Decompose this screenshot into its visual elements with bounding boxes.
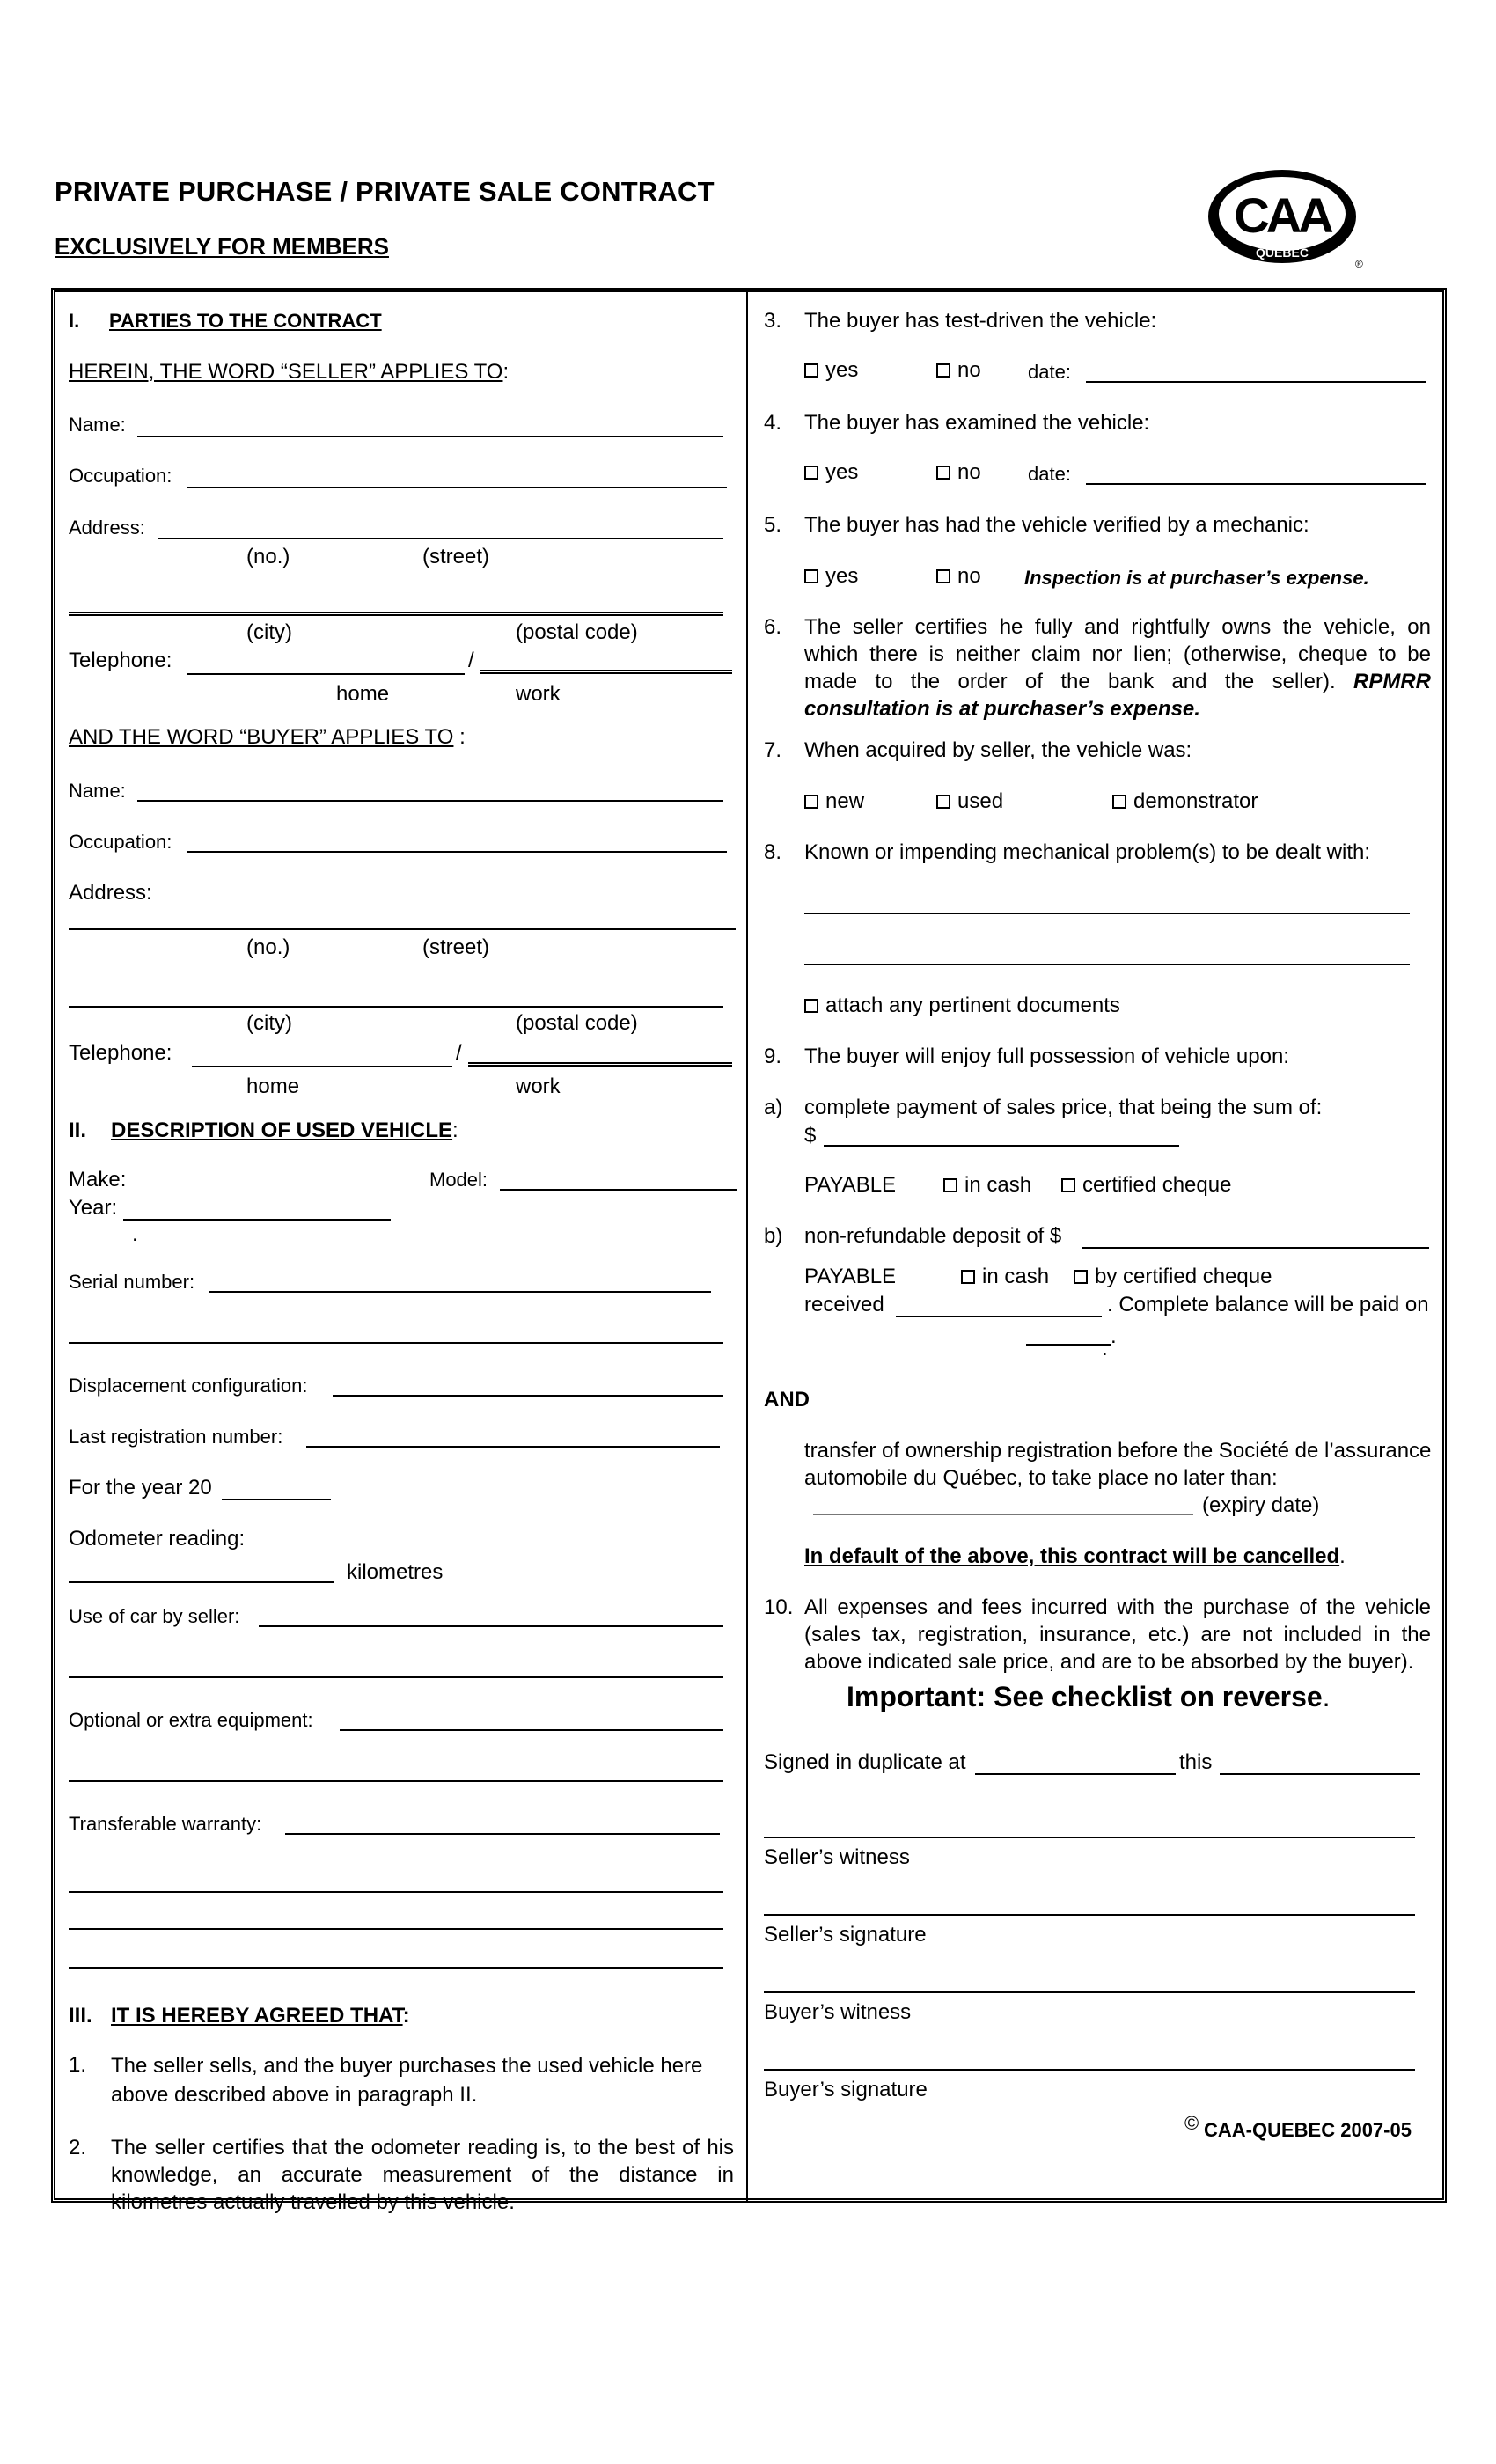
checkbox[interactable] (1112, 795, 1126, 809)
received-field[interactable] (896, 1316, 1102, 1317)
item4-text: The buyer has examined the vehicle: (804, 411, 1150, 435)
item3-no[interactable] (936, 356, 981, 384)
checkbox[interactable] (804, 363, 818, 378)
important-notice: Important: See checklist on reverse (847, 1681, 1323, 1712)
signed-label: Signed in duplicate at (764, 1750, 966, 1774)
item9a-text: complete payment of sales price, that being the sum of: (804, 1096, 1323, 1119)
seller-phone-slash: / (468, 649, 474, 672)
kilometres-label: kilometres (347, 1560, 444, 1584)
buyer-phone-slash: / (456, 1041, 462, 1065)
expiry-label: (expiry date) (1202, 1493, 1320, 1517)
inspection-note: Inspection is at purchaser’s expense. (1024, 567, 1369, 589)
certified-cheque-label: certified cheque (1082, 1173, 1232, 1197)
item5-yes[interactable] (804, 562, 858, 590)
seller-signature-label: Seller’s signature (764, 1923, 927, 1947)
seller-telephone-label: Telephone: (69, 649, 172, 672)
buyer-city-label: (city) (246, 1011, 292, 1035)
buyer-phone-work-field[interactable] (468, 1062, 732, 1067)
dollar-sign: $ (804, 1124, 817, 1148)
balance-date-field[interactable] (1026, 1344, 1111, 1346)
page-title: PRIVATE PURCHASE / PRIVATE SALE CONTRACT (55, 176, 715, 207)
seller-no-label: (no.) (246, 545, 290, 568)
sale-price-field[interactable] (824, 1145, 1179, 1147)
used-option[interactable] (936, 788, 1003, 815)
default-notice: In default of the above, this contract will be cancelled (804, 1544, 1340, 1568)
serial-label: Serial number: (69, 1271, 195, 1293)
item6-num: 6. (764, 615, 782, 639)
transfer-text: transfer of ownership registration before the Société de l’assurance automobile du Québec, to take place no later than: (804, 1439, 1432, 1490)
buyer-work-label: work (516, 1074, 561, 1098)
odometer-label: Odometer reading: (69, 1527, 246, 1551)
year-dot: . (132, 1222, 138, 1246)
last-registration-label: Last registration number: (69, 1426, 283, 1448)
expiry-date-field[interactable] (813, 1514, 1193, 1515)
item6-text (804, 613, 1431, 722)
logo-sub: QUEBEC (1256, 246, 1309, 260)
item8-num: 8. (764, 840, 782, 864)
checkbox[interactable] (936, 363, 950, 378)
new-label: new (825, 789, 865, 813)
odometer-field[interactable] (69, 1581, 334, 1583)
item9-text: The buyer will enjoy full possession of vehicle upon: (804, 1045, 1289, 1068)
b-certified-cheque-option[interactable] (1074, 1263, 1272, 1290)
logo-text: CAA (1234, 187, 1331, 243)
buyer-city-field[interactable] (69, 1006, 723, 1008)
seller-work-label: work (516, 682, 561, 706)
for-year-label: For the year 20 (69, 1476, 212, 1500)
item4-num: 4. (764, 411, 782, 435)
model-label: Model: (429, 1169, 488, 1191)
a-certified-cheque-option[interactable] (1061, 1171, 1231, 1199)
item9b-label: b) (764, 1224, 783, 1248)
buyer-telephone-label: Telephone: (69, 1041, 172, 1065)
demonstrator-label: demonstrator (1133, 789, 1258, 813)
buyer-signature-label: Buyer’s signature (764, 2078, 928, 2101)
section3-colon: : (402, 2004, 410, 2028)
checkbox[interactable] (804, 466, 818, 480)
optional-equipment-label: Optional or extra equipment: (69, 1709, 313, 1731)
model-field[interactable] (500, 1189, 737, 1191)
no-label: no (957, 358, 981, 382)
used-label: used (957, 789, 1004, 813)
section2-num: II. (69, 1118, 87, 1142)
buyer-intro: AND THE WORD “BUYER” APPLIES TO (69, 725, 454, 749)
serial-field-2[interactable] (69, 1342, 723, 1344)
default-notice-dot: . (1339, 1544, 1346, 1568)
seller-occupation-label: Occupation: (69, 465, 172, 487)
buyer-phone-home-field[interactable] (192, 1066, 452, 1067)
item4-date-field[interactable] (1086, 483, 1426, 485)
balance-period: . (1111, 1324, 1117, 1348)
item4-yes[interactable] (804, 458, 858, 486)
item8-text: Known or impending mechanical problem(s) to be dealt with: (804, 840, 1370, 864)
warranty-field[interactable] (285, 1833, 720, 1835)
make-label: Make: (69, 1168, 127, 1192)
item3-date-field[interactable] (1086, 381, 1426, 383)
by-certified-cheque-label: by certified cheque (1095, 1265, 1272, 1288)
item3-text: The buyer has test-driven the vehicle: (804, 309, 1157, 333)
checkbox[interactable] (943, 1178, 957, 1192)
buyer-no-label: (no.) (246, 935, 290, 959)
item8-field-2[interactable] (804, 964, 1410, 965)
important-notice-dot: . (1322, 1681, 1331, 1712)
warranty-field-2[interactable] (69, 1891, 723, 1893)
buyer-name-label: Name: (69, 780, 126, 802)
registered-mark: ® (1355, 258, 1363, 270)
agreement-item1: The seller sells, and the buyer purchases the used vehicle here above described above in paragraph II. (111, 2054, 703, 2107)
complete-balance-text: . Complete balance will be paid on (1107, 1293, 1429, 1316)
item4-no[interactable] (936, 458, 981, 486)
yes-label: yes (825, 564, 859, 588)
and-label: AND (764, 1388, 810, 1412)
attach-label: attach any pertinent documents (825, 994, 1120, 1017)
item10-text: All expenses and fees incurred with the purchase of the vehicle (sales tax, registration, insurance, etc.) are not included in the above indicated sale price, and are to be absorbed by the buyer). (804, 1595, 1431, 1674)
section1-heading: PARTIES TO THE CONTRACT (109, 310, 382, 332)
item5-num: 5. (764, 513, 782, 537)
year-label: Year: (69, 1196, 118, 1220)
page-subtitle: EXCLUSIVELY FOR MEMBERS (55, 233, 389, 260)
year-field[interactable] (123, 1219, 391, 1221)
signed-place-field[interactable] (975, 1773, 1176, 1775)
for-year-field[interactable] (222, 1499, 331, 1500)
warranty-field-4[interactable] (69, 1967, 723, 1969)
checkbox[interactable] (936, 569, 950, 583)
signed-date-field[interactable] (1220, 1773, 1420, 1775)
warranty-field-3[interactable] (69, 1928, 723, 1930)
this-label: this (1179, 1750, 1213, 1774)
buyer-intro-colon: : (453, 725, 466, 749)
item9-num: 9. (764, 1045, 782, 1068)
buyer-name-field[interactable] (137, 800, 723, 802)
item4-date-label: date: (1028, 463, 1071, 485)
last-registration-field[interactable] (306, 1446, 720, 1448)
optional-equipment-field[interactable] (340, 1729, 723, 1731)
item10-num: 10. (764, 1595, 794, 1619)
buyer-occupation-field[interactable] (187, 851, 727, 853)
received-label: received (804, 1293, 884, 1316)
buyer-address-field[interactable] (69, 928, 736, 930)
section2-heading: DESCRIPTION OF USED VEHICLE (111, 1118, 453, 1142)
seller-intro-colon: : (502, 360, 510, 384)
item3-yes[interactable] (804, 356, 858, 384)
use-by-seller-field-2[interactable] (69, 1676, 723, 1678)
copyright-symbol: © (1184, 2112, 1199, 2134)
checkbox[interactable] (804, 999, 818, 1013)
in-cash-label: in cash (964, 1173, 1032, 1197)
seller-intro: HEREIN, THE WORD “SELLER” APPLIES TO (69, 360, 503, 384)
yes-label: yes (825, 358, 859, 382)
item7-text: When acquired by seller, the vehicle was: (804, 738, 1192, 762)
yes-label: yes (825, 460, 859, 484)
new-option[interactable] (804, 788, 864, 815)
buyer-postal-label: (postal code) (516, 1011, 638, 1035)
buyer-occupation-label: Occupation: (69, 831, 172, 853)
payable-b-label: PAYABLE (804, 1265, 897, 1288)
section3-heading: IT IS HEREBY AGREED THAT (111, 2004, 403, 2028)
buyer-witness-field[interactable] (764, 1991, 1415, 1993)
checkbox[interactable] (961, 1270, 975, 1284)
demonstrator-option[interactable] (1112, 788, 1258, 815)
use-by-seller-label: Use of car by seller: (69, 1605, 240, 1627)
b-in-cash-option[interactable] (961, 1263, 1049, 1290)
buyer-address-label: Address: (69, 881, 152, 905)
use-by-seller-field[interactable] (259, 1625, 723, 1627)
seller-address-label: Address: (69, 517, 145, 539)
checkbox[interactable] (1074, 1270, 1088, 1284)
item3-num: 3. (764, 309, 782, 333)
warranty-label: Transferable warranty: (69, 1813, 262, 1835)
seller-postal-label: (postal code) (516, 620, 638, 644)
buyer-witness-label: Buyer’s witness (764, 2000, 912, 2024)
section3-num: III. (69, 2004, 92, 2028)
item5-text: The buyer has had the vehicle verified by a mechanic: (804, 513, 1309, 537)
caa-quebec-logo (1207, 165, 1366, 271)
buyer-signature-field[interactable] (764, 2069, 1415, 2071)
agreement-item1-num: 1. (69, 2053, 87, 2077)
payable-a-label: PAYABLE (804, 1173, 897, 1197)
seller-signature-field[interactable] (764, 1914, 1415, 1916)
balance-period-2: . (1102, 1337, 1108, 1360)
checkbox[interactable] (1061, 1178, 1075, 1192)
in-cash-label: in cash (982, 1265, 1050, 1288)
no-label: no (957, 564, 981, 588)
optional-equipment-field-2[interactable] (69, 1780, 723, 1782)
item7-num: 7. (764, 738, 782, 762)
item3-date-label: date: (1028, 361, 1071, 383)
column-divider (746, 288, 748, 2203)
section2-colon: : (452, 1118, 458, 1142)
checkbox[interactable] (804, 569, 818, 583)
no-label: no (957, 460, 981, 484)
buyer-street-label: (street) (422, 935, 490, 959)
item6-body: The seller certifies he fully and rightfully owns the vehicle, on which there is neither claim nor lien; (otherwise, cheque to be made to the order of the bank and the seller). (804, 615, 1431, 693)
seller-witness-field[interactable] (764, 1837, 1415, 1838)
a-in-cash-option[interactable] (943, 1171, 1031, 1199)
item8-field-1[interactable] (804, 913, 1410, 914)
agreement-item2-num: 2. (69, 2136, 87, 2160)
seller-name-field[interactable] (137, 436, 723, 437)
section1-num: I. (69, 310, 80, 332)
seller-phone-work-field[interactable] (480, 670, 732, 674)
item9a-label: a) (764, 1096, 783, 1119)
item5-no[interactable] (936, 562, 981, 590)
rpmrr-note: RPMRR consultation is at purchaser’s expense. (804, 670, 1431, 721)
displacement-field[interactable] (333, 1395, 723, 1397)
serial-field[interactable] (209, 1291, 711, 1293)
seller-phone-home-field[interactable] (187, 673, 465, 675)
item9b-text: non-refundable deposit of $ (804, 1224, 1062, 1248)
seller-witness-label: Seller’s witness (764, 1845, 910, 1869)
seller-occupation-field[interactable] (187, 487, 727, 488)
deposit-field[interactable] (1082, 1247, 1429, 1249)
copyright-text: CAA-QUEBEC 2007-05 (1204, 2119, 1412, 2141)
agreement-item2: The seller certifies that the odometer reading is, to the best of his knowledge, an accurate measurement of the distance in kilometres actually travelled by this vehicle. (111, 2136, 734, 2214)
seller-address-field[interactable] (158, 538, 723, 539)
seller-name-label: Name: (69, 414, 126, 436)
seller-city-label: (city) (246, 620, 292, 644)
seller-city-field[interactable] (69, 612, 723, 616)
displacement-label: Displacement configuration: (69, 1375, 308, 1397)
checkbox[interactable] (936, 795, 950, 809)
checkbox[interactable] (936, 466, 950, 480)
buyer-home-label: home (246, 1074, 300, 1098)
seller-home-label: home (336, 682, 390, 706)
checkbox[interactable] (804, 795, 818, 809)
seller-street-label: (street) (422, 545, 490, 568)
attach-option[interactable] (804, 992, 1120, 1019)
